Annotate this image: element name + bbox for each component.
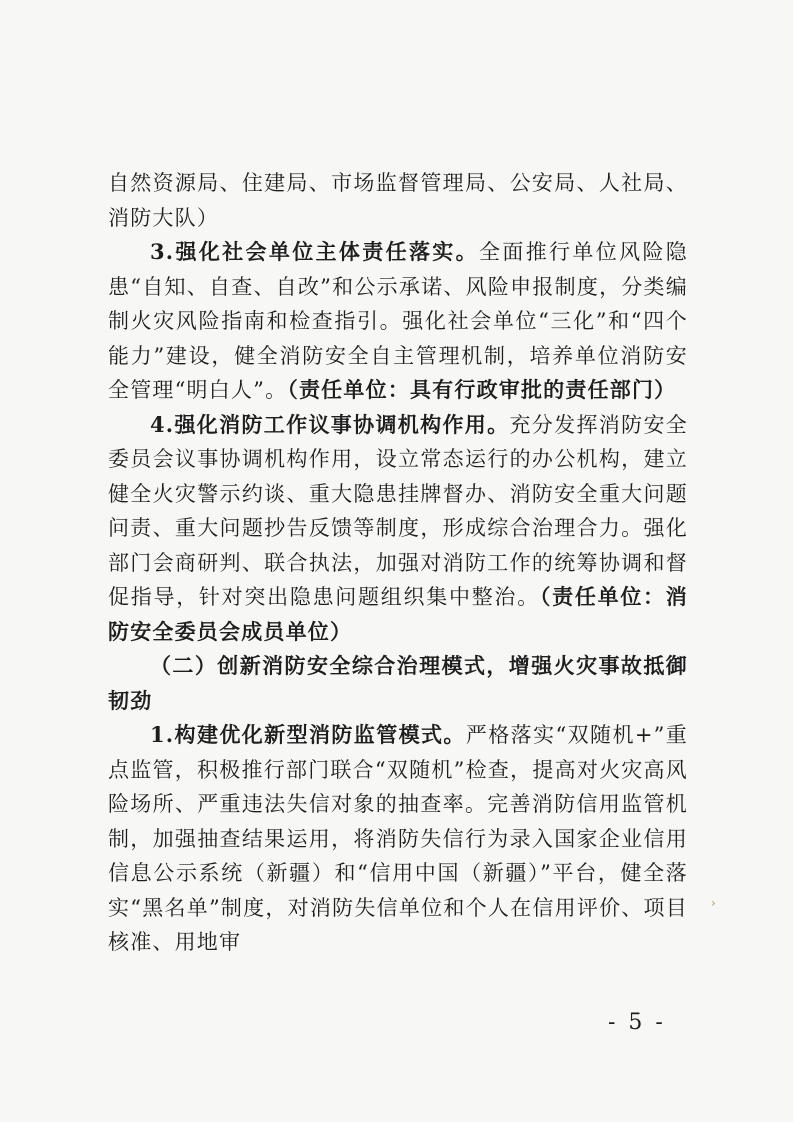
item-3-responsibility: （责任单位：具有行政审批的责任部门） [287, 377, 677, 402]
intro-paragraph [108, 166, 688, 235]
item-4-responsibility: （责任单位：消防安全委员会成员单位） [108, 584, 688, 644]
item-4-body: 充分发挥消防安全委员会议事协调机构作用，设立常态运行的办公机构，建立健全火灾警示约谈、重大隐患挂牌督办、消防安全重大问题问责、重大问题抄告反馈等制度，形成综合治理合力。强化部门会商研判、联合执法，加强对消防工作的统筹协调和督促指导，针对突出隐患问题组织集中整治。 [108, 412, 688, 609]
paragraph-item-1 [108, 718, 688, 960]
item-3-heading: 3.强化社会单位主体责任落实。 [150, 239, 479, 264]
item-4-heading: 4.强化消防工作议事协调机构作用。 [150, 411, 510, 437]
item-1-body: 严格落实“双随机+”重点监管，积极推行部门联合“双随机”检查，提高对火灾高风险场所、严重违法失信对象的抽查率。完善消防信用监管机制，加强抽查结果运用，将消防失信行为录入国家企业信用信息公示系统（新疆）和“信用中国（新疆）”平台，健全落实“黑名单”制度，对消防失信单位和个人在信用评价、项目核准、用地审 [108, 723, 688, 954]
paragraph-item-3 [108, 235, 688, 408]
page-number: - 5 - [608, 1010, 666, 1035]
item-1-heading: 1.构建优化新型消防监管模式。 [150, 722, 466, 747]
item-3-body: 全面推行单位风险隐患“自知、自查、自改”和公示承诺、风险申报制度，分类编制火灾风险指南和检查指引。强化社会单位“三化”和“四个能力”建设，健全消防安全自主管理机制，培养单位消防安全管理“明白人”。 [108, 240, 688, 402]
section-heading: （二）创新消防安全综合治理模式，增强火灾事故抵御韧劲 [108, 653, 688, 713]
intro-line: 自然资源局、住建局、市场监督管理局、公安局、人社局、消防大队） [108, 171, 688, 230]
paragraph-item-4 [108, 408, 688, 650]
document-body [108, 166, 688, 960]
scan-mark: › [711, 896, 716, 910]
